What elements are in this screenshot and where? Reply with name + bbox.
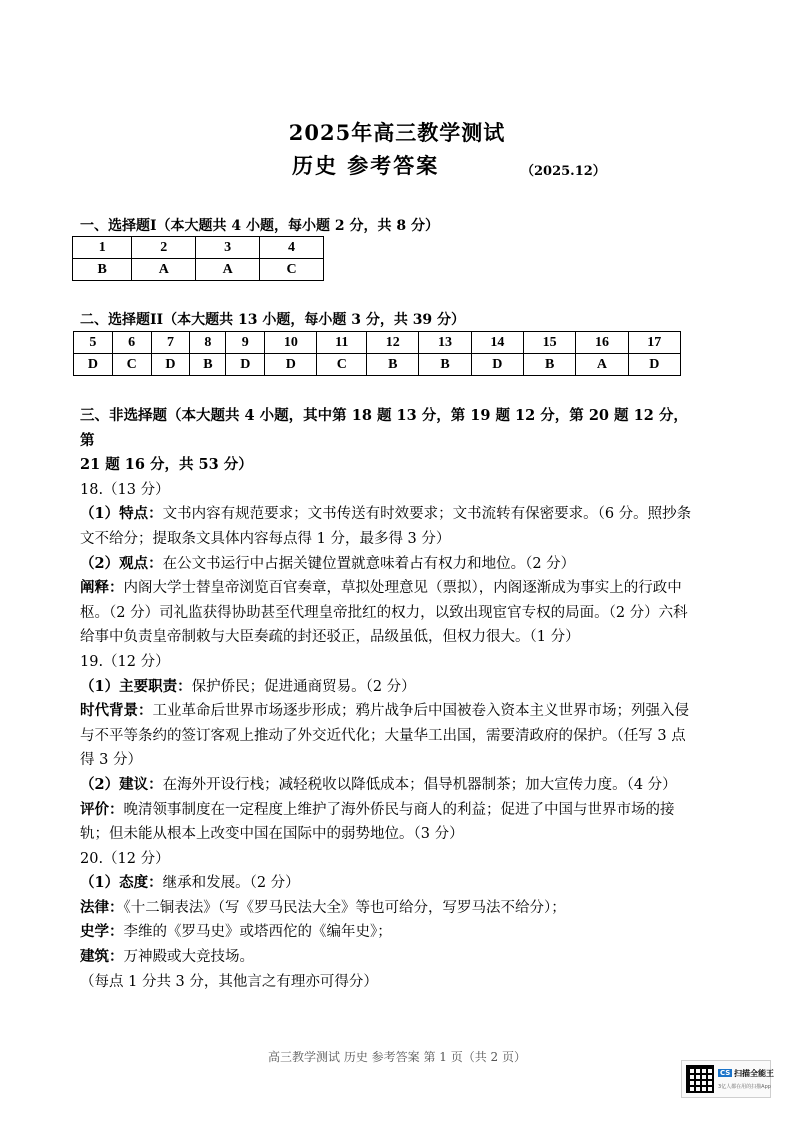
question-number: 3 <box>196 237 260 259</box>
q20-scoring-note: （每点 1 分共 3 分，其他言之有理亦可得分） <box>80 973 378 990</box>
answer-cell: B <box>73 259 132 281</box>
answer-cell: D <box>74 354 113 376</box>
q19-part1 <box>80 675 700 700</box>
section3-heading-line2: 21 题 16 分，共 53 分） <box>80 456 253 474</box>
q18-part3-label: 阐释： <box>80 579 124 597</box>
question-number: 15 <box>524 332 576 354</box>
question-number: 8 <box>190 332 226 354</box>
q19-part1-label: （1）主要职责： <box>80 677 192 695</box>
section2-heading: 二、选择题II（本大题共 13 小题，每小题 3 分，共 39 分） <box>80 312 466 328</box>
section3 <box>80 404 700 994</box>
qr-code-icon <box>686 1065 714 1093</box>
question-number: 5 <box>74 332 113 354</box>
question-number: 2 <box>132 237 196 259</box>
q18-part2 <box>80 552 700 577</box>
q18-part1-label: （1）特点： <box>80 505 163 523</box>
question-number: 14 <box>471 332 523 354</box>
answer-cell: B <box>419 354 471 376</box>
answer-cell: D <box>226 354 265 376</box>
q20-part2-text: 《十二铜表法》（写《罗马民法大全》等也可给分，写罗马法不给分）； <box>123 899 566 916</box>
q18-part3-text: 内阁大学士替皇帝浏览百官奏章，草拟处理意见（票拟），内阁逐渐成为事实上的行政中枢。（2 分）司礼监获得协助甚至代理皇帝批红的权力，以致出现宦官专权的局面。（2 分）六科给事中负责皇帝制敕与大臣奏疏的封还驳正，品级虽低，但权力很大。（1 分） <box>80 580 688 646</box>
section3-heading-line1: 三、非选择题（本大题共 4 小题，其中第 18 题 13 分，第 19 题 12 分，第 20 题 12 分，第 <box>80 407 688 449</box>
q20-part3-label: 史学： <box>80 923 124 941</box>
answer-cell: A <box>576 354 628 376</box>
section1-answer-table <box>72 236 324 281</box>
answer-cell: D <box>265 354 317 376</box>
question-number: 12 <box>367 332 419 354</box>
q19-part3-text: 在海外开设行栈；减轻税收以降低成本；倡导机器制茶；加大宣传力度。（4 分） <box>162 776 677 793</box>
section2-answer-table <box>73 331 681 376</box>
question-number-row <box>73 237 324 259</box>
q20-part1-label: （1）态度： <box>80 874 163 892</box>
question-number: 16 <box>576 332 628 354</box>
answer-row <box>74 354 681 376</box>
q20-part1 <box>80 871 700 896</box>
answer-cell: B <box>190 354 226 376</box>
q19-part3-label: （2）建议： <box>80 775 163 793</box>
answer-cell: A <box>196 259 260 281</box>
q20-part4 <box>80 945 700 970</box>
question-number: 6 <box>112 332 151 354</box>
q20-part2-label: 法律： <box>80 898 124 916</box>
q20-part4-label: 建筑： <box>80 948 124 966</box>
q19-part1-text: 保护侨民；促进通商贸易。（2 分） <box>191 678 416 695</box>
q19-heading: 19.（12 分） <box>80 653 170 670</box>
q19-part2 <box>80 699 700 773</box>
q18-part2-text: 在公文书运行中占据关键位置就意味着占有权力和地位。（2 分） <box>162 555 576 572</box>
question-number: 13 <box>419 332 471 354</box>
answer-cell: C <box>112 354 151 376</box>
page-title: 2025年高三教学测试 <box>288 120 506 145</box>
q19-part3 <box>80 773 700 798</box>
q18-part3 <box>80 576 700 650</box>
page-footer: 高三教学测试 历史 参考答案 第 1 页（共 2 页） <box>268 1050 526 1064</box>
answer-cell: B <box>367 354 419 376</box>
q20-part2 <box>80 896 700 921</box>
answer-row <box>73 259 324 281</box>
answer-cell: D <box>628 354 680 376</box>
q18-part2-label: （2）观点： <box>80 554 163 572</box>
q19-part2-label: 时代背景： <box>80 702 153 720</box>
q19-part4 <box>80 798 700 847</box>
q20-heading: 20.（12 分） <box>80 850 170 867</box>
question-number: 11 <box>317 332 367 354</box>
exam-date: （2025.12） <box>521 164 606 179</box>
answer-cell: A <box>132 259 196 281</box>
q20-part3-text: 李维的《罗马史》或塔西佗的《编年史》； <box>123 924 392 941</box>
q18-heading: 18.（13 分） <box>80 481 170 498</box>
q18-part1 <box>80 502 700 551</box>
q19-part2-text: 工业革命后世界市场逐步形成；鸦片战争后中国被卷入资本主义世界市场；列强入侵与不平等条约的签订客观上推动了外交近代化；大量华工出国，需要清政府的保护。（任写 3 点得 3 分） <box>80 703 689 769</box>
answer-cell: D <box>151 354 190 376</box>
page-subtitle: 历史 参考答案 <box>292 153 440 178</box>
question-number: 9 <box>226 332 265 354</box>
scanner-app-name: 扫描全能王 <box>734 1069 774 1078</box>
scanner-tagline: 3亿人都在用的扫描App <box>718 1084 771 1090</box>
question-number: 7 <box>151 332 190 354</box>
question-number: 4 <box>260 237 324 259</box>
q20-part1-text: 继承和发展。（2 分） <box>162 875 300 892</box>
q19-part4-text: 晚清领事制度在一定程度上维护了海外侨民与商人的利益；促进了中国与世界市场的接轨；但未能从根本上改变中国在国际中的弱势地位。（3 分） <box>80 801 675 843</box>
scanner-watermark <box>681 1060 774 1098</box>
question-number-row <box>74 332 681 354</box>
scanner-logo: CS <box>720 1069 731 1077</box>
question-number: 17 <box>628 332 680 354</box>
q18-part1-text: 文书内容有规范要求；文书传送有时效要求；文书流转有保密要求。（6 分。照抄条文不给分；提取条文具体内容每点得 1 分，最多得 3 分） <box>80 506 692 547</box>
answer-cell: C <box>317 354 367 376</box>
answer-cell: C <box>260 259 324 281</box>
q20-part3 <box>80 920 700 945</box>
q19-part4-label: 评价： <box>80 800 124 818</box>
q20-part4-text: 万神殿或大竞技场。 <box>123 949 254 966</box>
answer-cell: B <box>524 354 576 376</box>
question-number: 10 <box>265 332 317 354</box>
question-number: 1 <box>73 237 132 259</box>
answer-cell: D <box>471 354 523 376</box>
section1-heading: 一、选择题I（本大题共 4 小题，每小题 2 分，共 8 分） <box>80 218 440 234</box>
